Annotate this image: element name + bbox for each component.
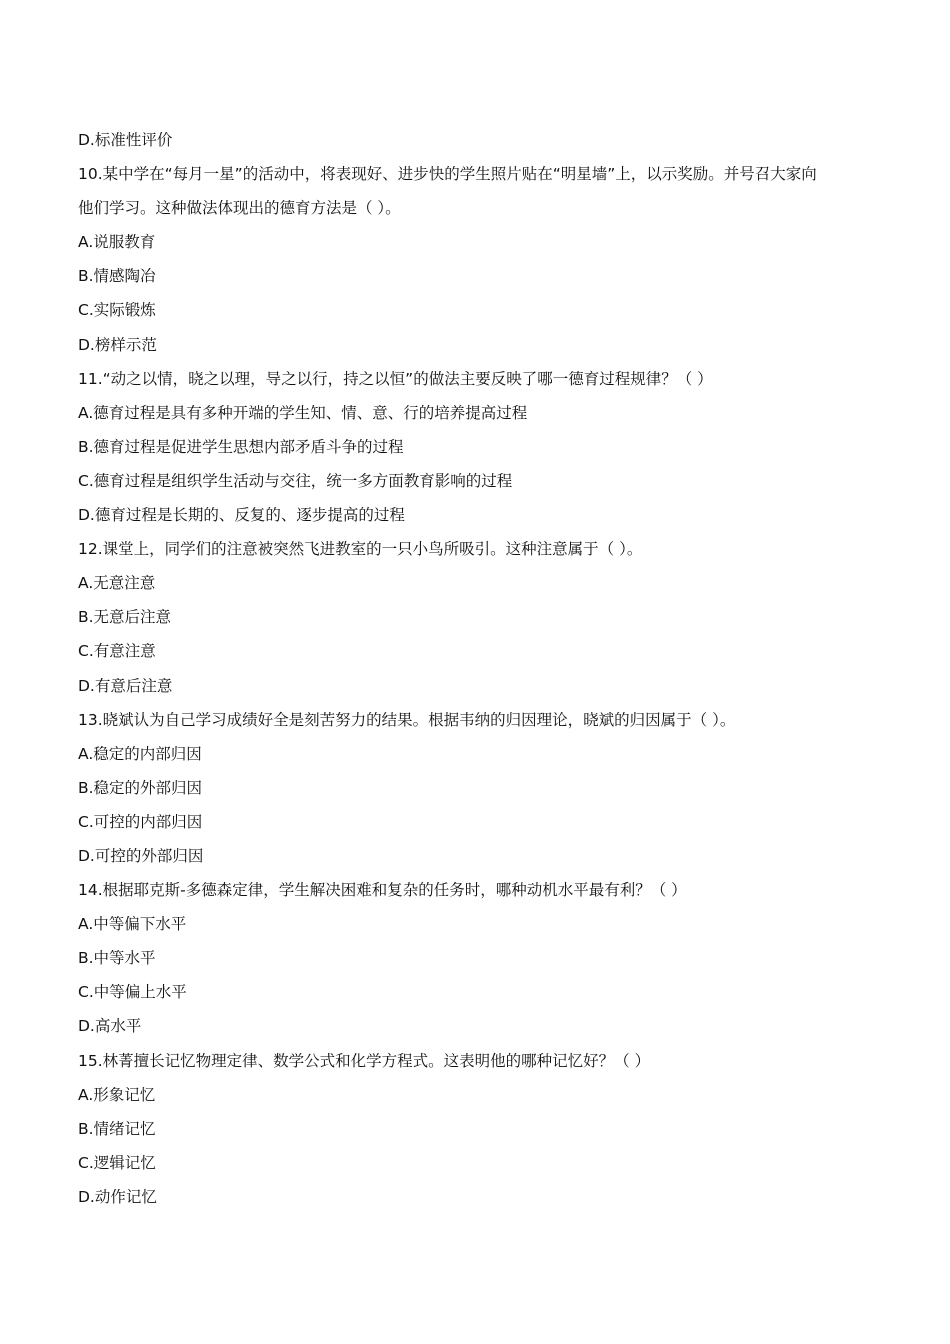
question-10-line-2: 他们学习。这种做法体现出的德育方法是（ ）。: [78, 199, 401, 218]
option-a: A.中等偏下水平: [78, 915, 187, 934]
option-a: A.说服教育: [78, 233, 156, 252]
option-c: C.有意注意: [78, 642, 156, 661]
option-d: D.高水平: [78, 1017, 142, 1036]
option-a: A.无意注意: [78, 574, 156, 593]
option-b: B.中等水平: [78, 949, 156, 968]
option-d: D.标准性评价: [78, 131, 173, 149]
option-b: B.情感陶冶: [78, 267, 156, 286]
option-d: D.德育过程是长期的、反复的、逐步提高的过程: [78, 506, 405, 525]
option-d: D.榜样示范: [78, 335, 157, 354]
option-c: C.德育过程是组织学生活动与交往，统一多方面教育影响的过程: [78, 471, 513, 490]
question-15: 15.林菁擅长记忆物理定律、数学公式和化学方程式。这表明他的哪种记忆好？（ ）: [78, 1051, 651, 1070]
question-10-line-1: 10.某中学在“每月一星”的活动中，将表现好、进步快的学生照片贴在“明星墙”上，以示奖励。并号召大家向: [78, 165, 817, 184]
option-b: B.无意后注意: [78, 608, 172, 627]
option-b: B.情绪记忆: [78, 1119, 156, 1138]
question-11: 11.“动之以情，晓之以理，导之以行，持之以恒”的做法主要反映了哪一德育过程规律？（ ）: [78, 369, 713, 388]
option-d: D.有意后注意: [78, 676, 173, 695]
question-14: 14.根据耶克斯-多德森定律，学生解决困难和复杂的任务时，哪种动机水平最有利？（ ）: [78, 881, 687, 900]
option-c: C.可控的内部归因: [78, 812, 203, 831]
option-c: C.实际锻炼: [78, 301, 156, 320]
option-c: C.逻辑记忆: [78, 1153, 156, 1172]
option-d: D.动作记忆: [78, 1187, 157, 1206]
option-d: D.可控的外部归因: [78, 846, 204, 865]
question-list: [78, 123, 883, 1214]
option-a: A.稳定的内部归因: [78, 744, 202, 763]
option-c: C.中等偏上水平: [78, 983, 187, 1002]
option-a: A.形象记忆: [78, 1085, 156, 1104]
question-13: 13.晓斌认为自己学习成绩好全是刻苦努力的结果。根据韦纳的归因理论，晓斌的归因属于（ ）。: [78, 710, 736, 729]
option-b: B.德育过程是促进学生思想内部矛盾斗争的过程: [78, 437, 404, 456]
option-b: B.稳定的外部归因: [78, 778, 203, 797]
option-a: A.德育过程是具有多种开端的学生知、情、意、行的培养提高过程: [78, 403, 528, 422]
question-12: 12.课堂上，同学们的注意被突然飞进教室的一只小鸟所吸引。这种注意属于（ ）。: [78, 540, 643, 559]
